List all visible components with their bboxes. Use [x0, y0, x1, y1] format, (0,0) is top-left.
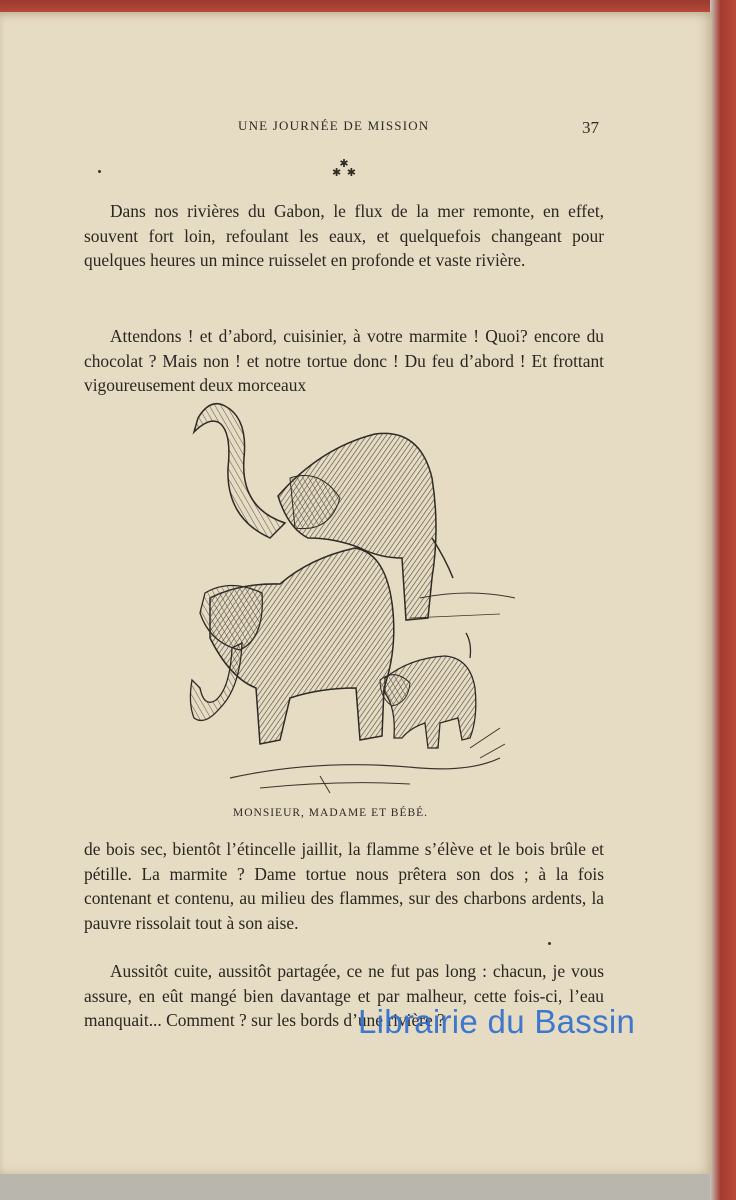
paragraph-cook-turtle: Attendons ! et d’abord, cuisinier, à votre marmite ! Quoi? encore du chocolat ? Mais non ! et notre tortue donc ! Du feu d’abord ! Et frottant vigoureusement deux morceaux [84, 326, 604, 396]
book-page [0, 12, 712, 1174]
illustration-caption: MONSIEUR, MADAME ET BÉBÉ. [233, 807, 429, 819]
paragraph-water-missing: Aussitôt cuite, aussitôt partagée, ce ne fut pas long : chacun, je vous assure, en eût mangé bien davantage et par malheur, cette fois-ci, l’eau manquait... Comment ? sur les bords d’une rivière ? [84, 961, 604, 1031]
raised-trunk [194, 404, 285, 538]
page-number: 37 [582, 118, 599, 137]
paragraph-fire: de bois sec, bientôt l’étincelle jaillit, la flamme s’élève et le bois brûle et pétille. La marmite ? Dame tortue nous prêtera son dos ; à la fois contenant et contenu, au milieu des flammes, sur des charbons ardents, la pauvre rissolait tout à son aise. [84, 839, 604, 933]
paragraph-gabon-rivers: Dans nos rivières du Gabon, le flux de la mer remonte, en effet, souvent fort loin, refoulant les eaux, et quelquefois changeant pour quelques heures un mince ruisselet en profonde et vaste rivière. [84, 201, 604, 271]
ground-lines [230, 758, 500, 778]
elephant-family-illustration [170, 388, 520, 800]
paper-speck [548, 942, 551, 945]
book-cover-right-edge [710, 0, 736, 1200]
running-title: UNE JOURNÉE DE MISSION [238, 118, 430, 133]
paper-speck [98, 170, 101, 173]
watermark-text: Librairie du Bassin [358, 1003, 636, 1040]
section-break-asterism-icon: ✱ ✱ ✱ [332, 158, 356, 179]
